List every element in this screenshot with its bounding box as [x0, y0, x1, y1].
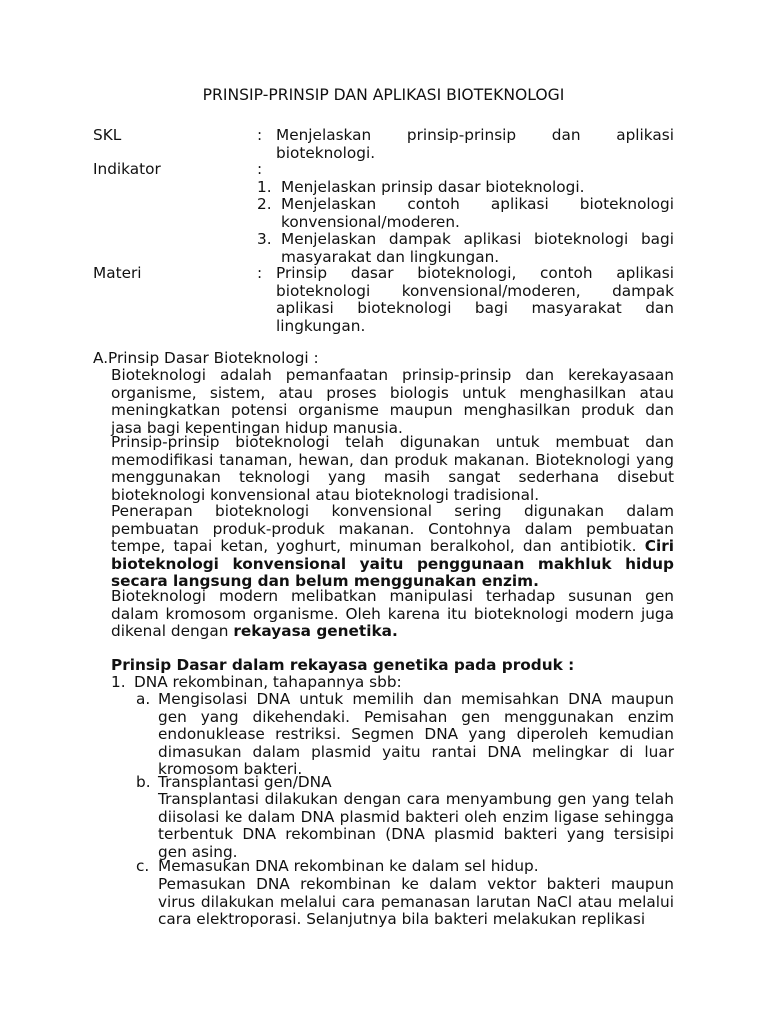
indikator-item-number: 3. [257, 230, 272, 248]
rekayasa-heading [111, 657, 574, 675]
step-letter: b. [136, 773, 151, 791]
step-text: Mengisolasi DNA untuk memilih dan memisahkan DNA maupun gen yang dikehendaki. Pemisahan gen menggunakan enzim endonuklease restriksi. Segmen DNA yang diperoleh kemudian dimasukan dalam plasmid yaitu rantai DNA melingkar di luar kromosom bakteri. [158, 690, 674, 779]
section-a-paragraph-4 [111, 588, 674, 641]
skl-value: Menjelaskan prinsip-prinsip dan aplikasi bioteknologi. [276, 126, 674, 162]
materi-colon: : [257, 264, 263, 282]
step-text: Pemasukan DNA rekombinan ke dalam vektor bakteri maupun virus dilakukan melalui cara pemanasan larutan NaCl atau melalui cara elektroporasi. Selanjutnya bila bakteri melakukan replikasi [158, 875, 674, 929]
rekayasa-heading-text: Prinsip Dasar dalam rekayasa genetika pada produk : [111, 656, 575, 674]
paragraph-3-text: Penerapan bioteknologi konvensional sering digunakan dalam pembuatan produk-produk makanan. Contohnya dalam pembuatan tempe, tapai ketan, yoghurt, minuman beralkohol, dan antibiotik. [111, 502, 674, 556]
paragraph-3-bold-text: Ciri bioteknologi konvensional yaitu penggunaan makhluk hidup secara langsung dan belum menggunakan enzim. [111, 537, 674, 591]
step-letter: c. [136, 857, 150, 875]
materi-value: Prinsip dasar bioteknologi, contoh aplikasi bioteknologi konvensional/moderen, dampak aplikasi bioteknologi bagi masyarakat dan lingkungan. [276, 264, 674, 335]
paragraph-4-text: Bioteknologi modern melibatkan manipulasi terhadap susunan gen dalam kromosom organisme. Oleh karena itu bioteknologi modern juga dikenal dengan [111, 587, 674, 641]
step-title: Memasukan DNA rekombinan ke dalam sel hidup. [158, 857, 539, 875]
section-a-paragraph-3 [111, 503, 674, 591]
indikator-item: Menjelaskan prinsip dasar bioteknologi. [281, 178, 585, 196]
step-title: Transplantasi gen/DNA [158, 773, 332, 791]
indikator-item: Menjelaskan contoh aplikasi bioteknologi konvensional/moderen. [281, 195, 674, 231]
materi-label: Materi [93, 264, 142, 282]
section-a-paragraph-2: Prinsip-prinsip bioteknologi telah digunakan untuk membuat dan memodifikasi tanaman, hewan, dan produk makanan. Bioteknologi yang menggunakan teknologi yang masih sangat sederhana disebut bioteknologi konvensional atau bioteknologi tradisional. [111, 433, 674, 504]
rekayasa-item-number: 1. [111, 673, 126, 691]
indikator-colon: : [257, 160, 263, 178]
section-a-paragraph-1: Bioteknologi adalah pemanfaatan prinsip-prinsip dan kerekayasaan organisme, sistem, atau proses biologis untuk menghasilkan atau meningkatkan potensi organisme maupun menghasilkan produk dan jasa bagi kepentingan hidup manusia. [111, 366, 674, 437]
rekayasa-item-text: DNA rekombinan, tahapannya sbb: [134, 673, 402, 691]
indikator-item-number: 1. [257, 178, 272, 196]
page-title: PRINSIP-PRINSIP DAN APLIKASI BIOTEKNOLOGI [202, 86, 565, 104]
section-a-heading: A.Prinsip Dasar Bioteknologi : [93, 349, 319, 367]
step-text: Transplantasi dilakukan dengan cara menyambung gen yang telah diisolasi ke dalam DNA plasmid bakteri oleh enzim ligase sehingga terbentuk DNA rekombinan (DNA plasmid bakteri yang tersisipi gen asing. [158, 790, 674, 861]
skl-colon: : [257, 126, 263, 144]
step-letter: a. [136, 690, 151, 708]
indikator-item: Menjelaskan dampak aplikasi bioteknologi bagi masyarakat dan lingkungan. [281, 230, 674, 266]
indikator-label: Indikator [93, 160, 161, 178]
skl-label: SKL [93, 126, 122, 144]
indikator-item-number: 2. [257, 195, 272, 213]
paragraph-4-bold-text: rekayasa genetika. [233, 622, 398, 641]
